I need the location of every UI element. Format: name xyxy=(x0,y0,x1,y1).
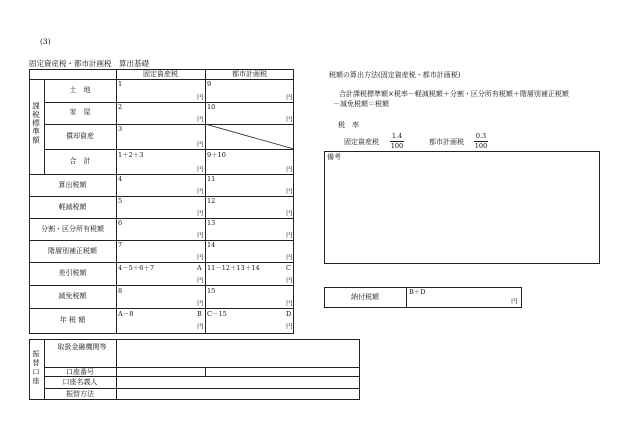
side-label-kazei: 課税標準額 xyxy=(31,102,41,145)
row-label-keigen: 軽減税額 xyxy=(58,203,87,211)
rate-toshi-denominator: 100 xyxy=(474,141,488,150)
calc-formula-line2: －減免税額＝税額 xyxy=(333,100,389,108)
cell-toshi-nenzei-num: C－15 xyxy=(207,310,227,318)
transfer-row-method: 振替方法 xyxy=(66,390,94,398)
diagonal-strike xyxy=(205,124,294,149)
cell-toshi-sashihiki-tag: C xyxy=(286,264,291,272)
cell-toshi-gokei-yen: 円 xyxy=(286,165,293,173)
cell-kotei-nenzei-yen: 円 xyxy=(197,322,204,330)
cell-toshi-genmen-num: 15 xyxy=(207,287,216,295)
row-label-tochi: 土 地 xyxy=(69,86,91,94)
cell-toshi-genmen-yen: 円 xyxy=(286,299,293,307)
cell-kotei-bunkatsu-num: 6 xyxy=(118,219,123,227)
row-label-gokei: 合 計 xyxy=(69,157,91,165)
cell-kotei-sashihiki-tag: A xyxy=(197,264,202,272)
cell-kotei-kaiso-yen: 円 xyxy=(197,253,204,261)
rate-toshi-label: 都市計画税 xyxy=(429,138,464,146)
cell-kotei-kaoku-num: 2 xyxy=(118,103,123,111)
row-label-nenzei: 年 税 額 xyxy=(59,316,86,324)
row-label-bunkatsu: 分割・区分所有税額 xyxy=(41,225,104,233)
transfer-side-label: 振替口座 xyxy=(32,350,40,386)
cell-kotei-sanshutsu-num: 4 xyxy=(118,175,123,183)
transfer-row-account-number: 口座番号 xyxy=(66,368,94,376)
row-label-sanshutsu: 算出税額 xyxy=(58,181,87,189)
transfer-row-bank: 取扱金融機関等 xyxy=(57,343,107,351)
header-toshi: 都市計画税 xyxy=(232,70,267,78)
cell-toshi-nenzei-yen: 円 xyxy=(286,322,293,330)
calc-title: 税額の算出方法(固定資産税・都市計画税) xyxy=(329,71,461,79)
cell-kotei-nenzei-tag: B xyxy=(197,310,202,318)
cell-toshi-keigen-num: 12 xyxy=(207,197,216,205)
rate-toshi-fraction xyxy=(474,133,488,149)
cell-toshi-kaiso-yen: 円 xyxy=(286,253,293,261)
cell-toshi-sanshutsu-num: 11 xyxy=(207,175,216,183)
cell-toshi-kaiso-num: 14 xyxy=(207,241,216,249)
remarks-box xyxy=(324,151,600,264)
main-title: 固定資産税・都市計画税 算出基礎 xyxy=(29,59,149,68)
cell-kotei-keigen-num: 5 xyxy=(118,197,123,205)
cell-toshi-kaoku-num: 10 xyxy=(207,103,216,111)
cell-kotei-sashihiki-num: 4－5＋6＋7 xyxy=(118,264,155,272)
cell-toshi-sashihiki-yen: 円 xyxy=(286,276,293,284)
cell-kotei-gokei-num: 1＋2＋3 xyxy=(118,151,144,159)
rate-kotei-denominator: 100 xyxy=(390,141,404,150)
rate-toshi-numerator: 0.3 xyxy=(475,132,487,140)
row-label-genmen: 減免税額 xyxy=(58,292,87,300)
payment-tax-label: 納付税額 xyxy=(351,293,379,301)
remarks-label: 備考 xyxy=(327,153,341,161)
calc-formula-line1: 合計課税標準額×税率－軽減税額＋分割・区分所有税額＋階層別補正税額 xyxy=(339,90,569,98)
cell-kotei-bunkatsu-yen: 円 xyxy=(197,231,204,239)
cell-kotei-kaoku-yen: 円 xyxy=(197,115,204,123)
cell-toshi-sanshutsu-yen: 円 xyxy=(286,187,293,195)
section-number: (3) xyxy=(40,37,51,46)
row-label-sashihiki: 差引税額 xyxy=(58,269,87,277)
cell-kotei-tochi-yen: 円 xyxy=(197,93,204,101)
rate-kotei-fraction xyxy=(390,133,404,149)
cell-kotei-keigen-yen: 円 xyxy=(197,209,204,217)
cell-kotei-tochi-num: 1 xyxy=(118,80,123,88)
cell-toshi-gokei-num: 9＋10 xyxy=(207,151,226,159)
header-kotei: 固定資産税 xyxy=(143,70,178,78)
cell-toshi-sashihiki-num: 11－12＋13＋14 xyxy=(207,264,260,272)
cell-toshi-kaoku-yen: 円 xyxy=(286,115,293,123)
row-label-kaiso: 階層別補正税額 xyxy=(48,247,97,255)
cell-kotei-kaiso-num: 7 xyxy=(118,241,123,249)
cell-kotei-nenzei-num: A－8 xyxy=(118,310,134,318)
payment-tax-formula: B＋D xyxy=(409,288,426,296)
transfer-row-account-holder: 口座名義人 xyxy=(62,378,98,386)
cell-toshi-tochi-num: 9 xyxy=(207,80,212,88)
cell-toshi-nenzei-tag: D xyxy=(286,310,292,318)
row-label-kaoku: 家 屋 xyxy=(69,108,91,116)
cell-kotei-shokyaku-yen: 円 xyxy=(197,140,204,148)
rate-title: 税 率 xyxy=(338,121,359,129)
cell-kotei-genmen-num: 8 xyxy=(118,287,123,295)
cell-kotei-sashihiki-yen: 円 xyxy=(197,276,204,284)
cell-toshi-tochi-yen: 円 xyxy=(286,93,293,101)
cell-kotei-genmen-yen: 円 xyxy=(197,299,204,307)
rate-kotei-numerator: 1.4 xyxy=(391,132,403,140)
cell-toshi-keigen-yen: 円 xyxy=(286,209,293,217)
cell-kotei-shokyaku-num: 3 xyxy=(118,125,123,133)
cell-kotei-gokei-yen: 円 xyxy=(197,165,204,173)
rate-kotei-label: 固定資産税 xyxy=(344,138,379,146)
cell-toshi-bunkatsu-yen: 円 xyxy=(286,231,293,239)
cell-toshi-bunkatsu-num: 13 xyxy=(207,219,216,227)
row-label-shokyaku: 償却資産 xyxy=(66,132,94,140)
cell-kotei-sanshutsu-yen: 円 xyxy=(197,187,204,195)
payment-tax-yen: 円 xyxy=(511,297,518,305)
